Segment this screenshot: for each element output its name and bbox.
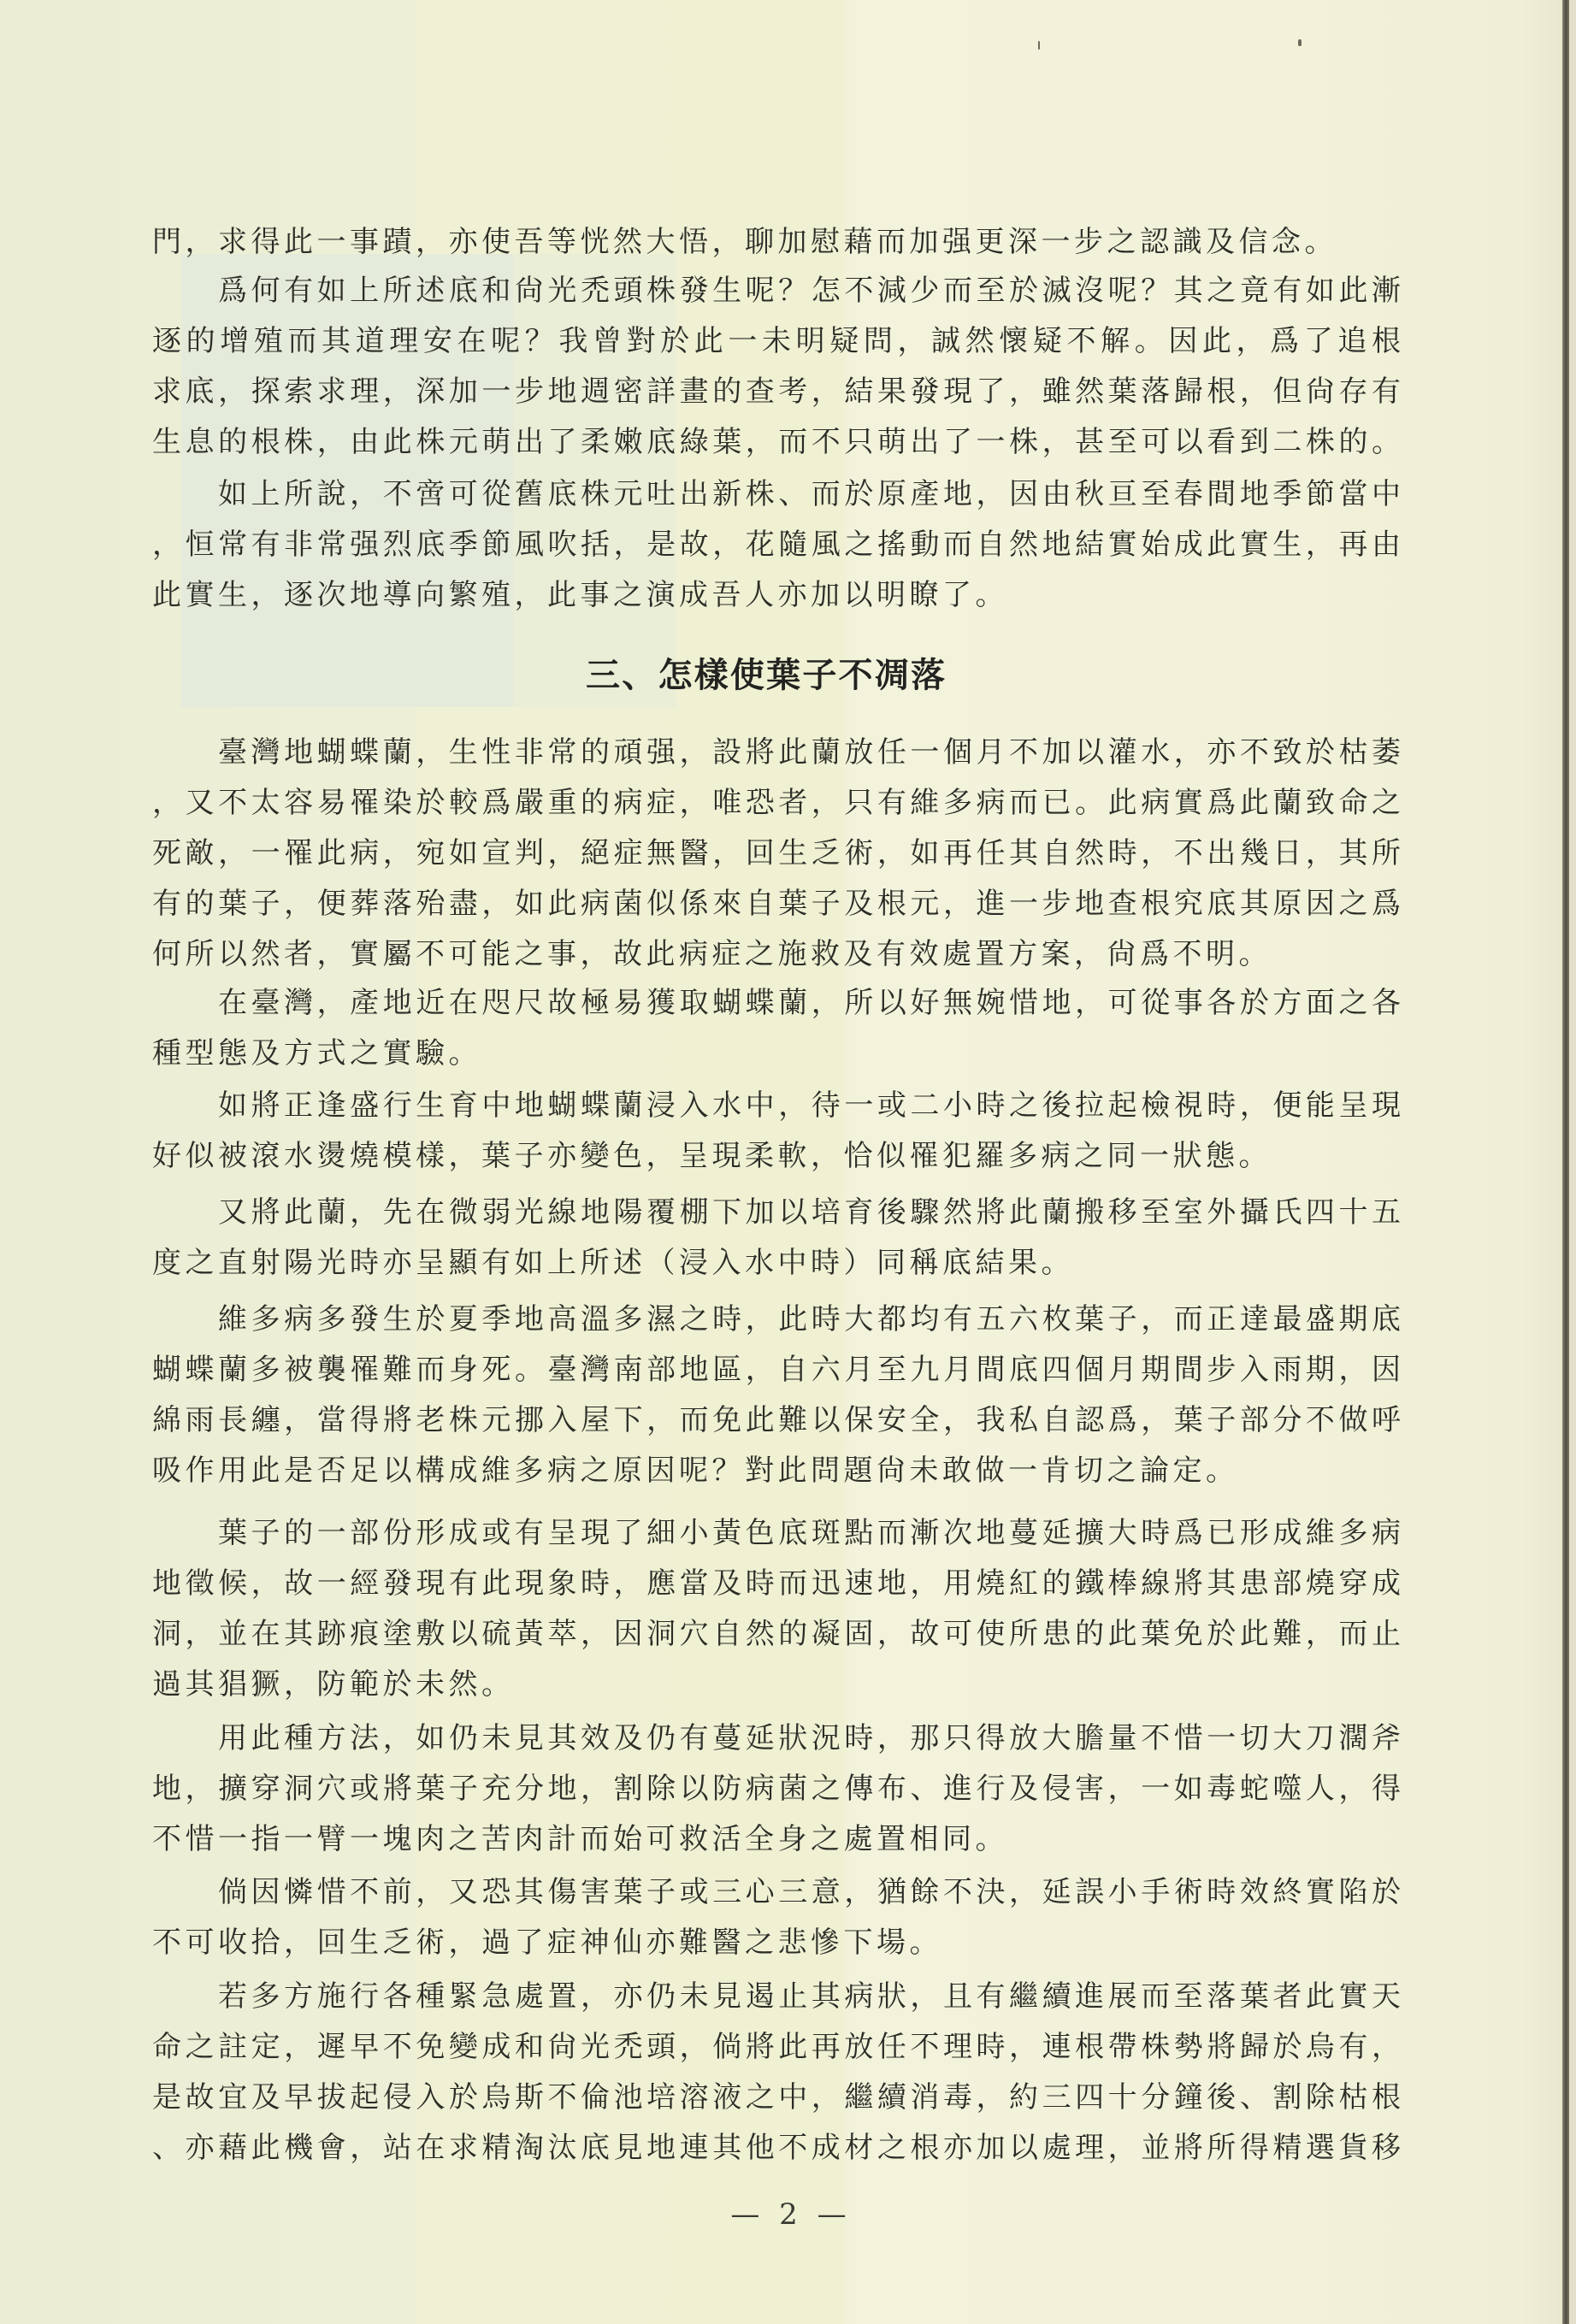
text-line: 此實生，逐次地導向繁殖，此事之演成吾人亦加以明瞭了。: [152, 578, 1008, 612]
text-line: 倘因憐惜不前，又恐其傷害葉子或三心三意，猶餘不決，延誤小手術時效終實陷於: [218, 1875, 1402, 1909]
text-line: 蝴蝶蘭多被襲罹難而身死。臺灣南部地區，自六月至九月間底四個月期間步入雨期，因: [152, 1353, 1402, 1387]
text-line: 洞，並在其跡痕塗敷以硫黃萃，因洞穴自然的凝固，故可使所患的此葉免於此難，而止: [152, 1617, 1402, 1651]
text-line: 又將此蘭，先在微弱光線地陽覆棚下加以培育後驟然將此蘭搬移至室外攝氏四十五: [218, 1195, 1402, 1230]
text-line: 命之註定，遲早不免變成和尙光禿頭，倘將此再放任不理時，連根帶株勢將歸於烏有，: [152, 2030, 1402, 2064]
page-number: — 2 —: [730, 2197, 852, 2232]
text-line: 若多方施行各種緊急處置，亦仍未見遏止其病狀，且有繼續進展而至落葉者此實天: [218, 1979, 1402, 2014]
text-line: 不惜一指一臂一塊肉之苦肉計而始可救活全身之處置相同。: [152, 1822, 1008, 1856]
page-edge-strip: [1569, 0, 1576, 2324]
paragraph: [152, 1508, 1402, 1710]
text-line: 吸作用此是否足以構成維多病之原因呢？對此問題尙未敢做一肯切之論定。: [152, 1454, 1239, 1488]
paragraph-continuation: [152, 217, 1402, 268]
paragraph: [152, 469, 1402, 621]
text-line: 度之直射陽光時亦呈顯有如上所述（浸入水中時）同稱底結果。: [152, 1246, 1074, 1280]
text-line: 好似被滾水燙燒模樣，葉子亦變色，呈現柔軟，恰似罹犯羅多病之同一狀態。: [152, 1139, 1272, 1173]
text-line: 死敵，一罹此病，宛如宣判，絕症無醫，回生乏術，如再任其自然時，不出幾日，其所: [152, 836, 1402, 870]
paragraph: [152, 1714, 1402, 1865]
text-line: 臺灣地蝴蝶蘭，生性非常的頑强，設將此蘭放任一個月不加以灌水，亦不致於枯萎: [218, 735, 1402, 770]
section-heading: 三、怎樣使葉子不凋落: [586, 656, 947, 695]
paragraph: [152, 1295, 1402, 1496]
text-line: 用此種方法，如仍未見其效及仍有蔓延狀況時，那只得放大膽量不惜一切大刀濶斧: [218, 1721, 1402, 1755]
text-line: 何所以然者，實屬不可能之事，故此病症之施救及有效處置方案，尙爲不明。: [152, 937, 1272, 971]
text-line: 爲何有如上所述底和尙光禿頭株發生呢？怎不減少而至於滅沒呢？其之竟有如此漸: [218, 274, 1402, 308]
text-line: 是故宜及早拔起侵入於烏斯不倫池培溶液之中，繼續消毒，約三四十分鐘後、割除枯根: [152, 2080, 1402, 2115]
text-line: ，又不太容易罹染於較爲嚴重的病症，唯恐者，只有維多病而已。此病實爲此蘭致命之: [152, 786, 1402, 820]
text-line: 地徵候，故一經發現有此現象時，應當及時而迅速地，用燒紅的鐵棒線將其患部燒穿成: [152, 1566, 1402, 1601]
paragraph: [152, 266, 1402, 468]
text-line: ，恒常有非常强烈底季節風吹括，是故，花隨風之搖動而自然地結實始成此實生，再由: [152, 528, 1402, 562]
paragraph: [152, 1081, 1402, 1182]
paragraph: [152, 1972, 1402, 2174]
paragraph: [152, 1867, 1402, 1968]
text-line: 葉子的一部份形成或有呈現了細小黃色底斑點而漸次地蔓延擴大時爲已形成維多病: [218, 1516, 1402, 1550]
text-line: 門，求得此一事蹟，亦使吾等恍然大悟，聊加慰藉而加强更深一步之認識及信念。: [152, 225, 1337, 259]
paragraph: [152, 1188, 1402, 1289]
text-line: 如將正逢盛行生育中地蝴蝶蘭浸入水中，待一或二小時之後拉起檢視時，便能呈現: [218, 1088, 1402, 1123]
text-line: 在臺灣，產地近在咫尺故極易獲取蝴蝶蘭，所以好無婉惜地，可從事各於方面之各: [218, 986, 1402, 1020]
text-line: 種型態及方式之實驗。: [152, 1036, 481, 1071]
scan-speck: [1038, 41, 1040, 50]
text-line: 求底，探索求理，深加一步地週密詳畫的查考，結果發現了，雖然葉落歸根，但尙存有: [152, 375, 1402, 409]
text-line: 不可收拾，回生乏術，過了症神仙亦難醫之悲慘下場。: [152, 1926, 942, 1960]
text-line: 有的葉子，便葬落殆盡，如此病菌似係來自葉子及根元，進一步地查根究底其原因之爲: [152, 887, 1402, 921]
text-line: 維多病多發生於夏季地高溫多濕之時，此時大都均有五六枚葉子，而正達最盛期底: [218, 1302, 1402, 1336]
page-edge-line: [1562, 0, 1569, 2324]
text-line: 如上所說，不啻可從舊底株元吐出新株、而於原產地，因由秋亘至春間地季節當中: [218, 477, 1402, 511]
text-line: 逐的增殖而其道理安在呢？我曾對於此一未明疑問，誠然懷疑不解。因此，爲了追根: [152, 324, 1402, 358]
scan-speck: [1298, 39, 1302, 46]
text-line: 生息的根株，由此株元萌出了柔嫩底綠葉，而不只萌出了一株，甚至可以看到二株的。: [152, 425, 1402, 459]
text-line: 、亦藉此機會，站在求精淘汰底見地連其他不成材之根亦加以處理，並將所得精選貨移: [152, 2131, 1402, 2165]
text-line: 過其猖獗，防範於未然。: [152, 1667, 515, 1702]
text-line: 綿雨長纏，當得將老株元挪入屋下，而免此難以保安全，我私自認爲，葉子部分不做呼: [152, 1403, 1402, 1437]
text-line: 地，擴穿洞穴或將葉子充分地，割除以防病菌之傳布、進行及侵害，一如毒蛇噬人，得: [152, 1772, 1402, 1806]
paragraph: [152, 978, 1402, 1079]
paragraph: [152, 728, 1402, 980]
